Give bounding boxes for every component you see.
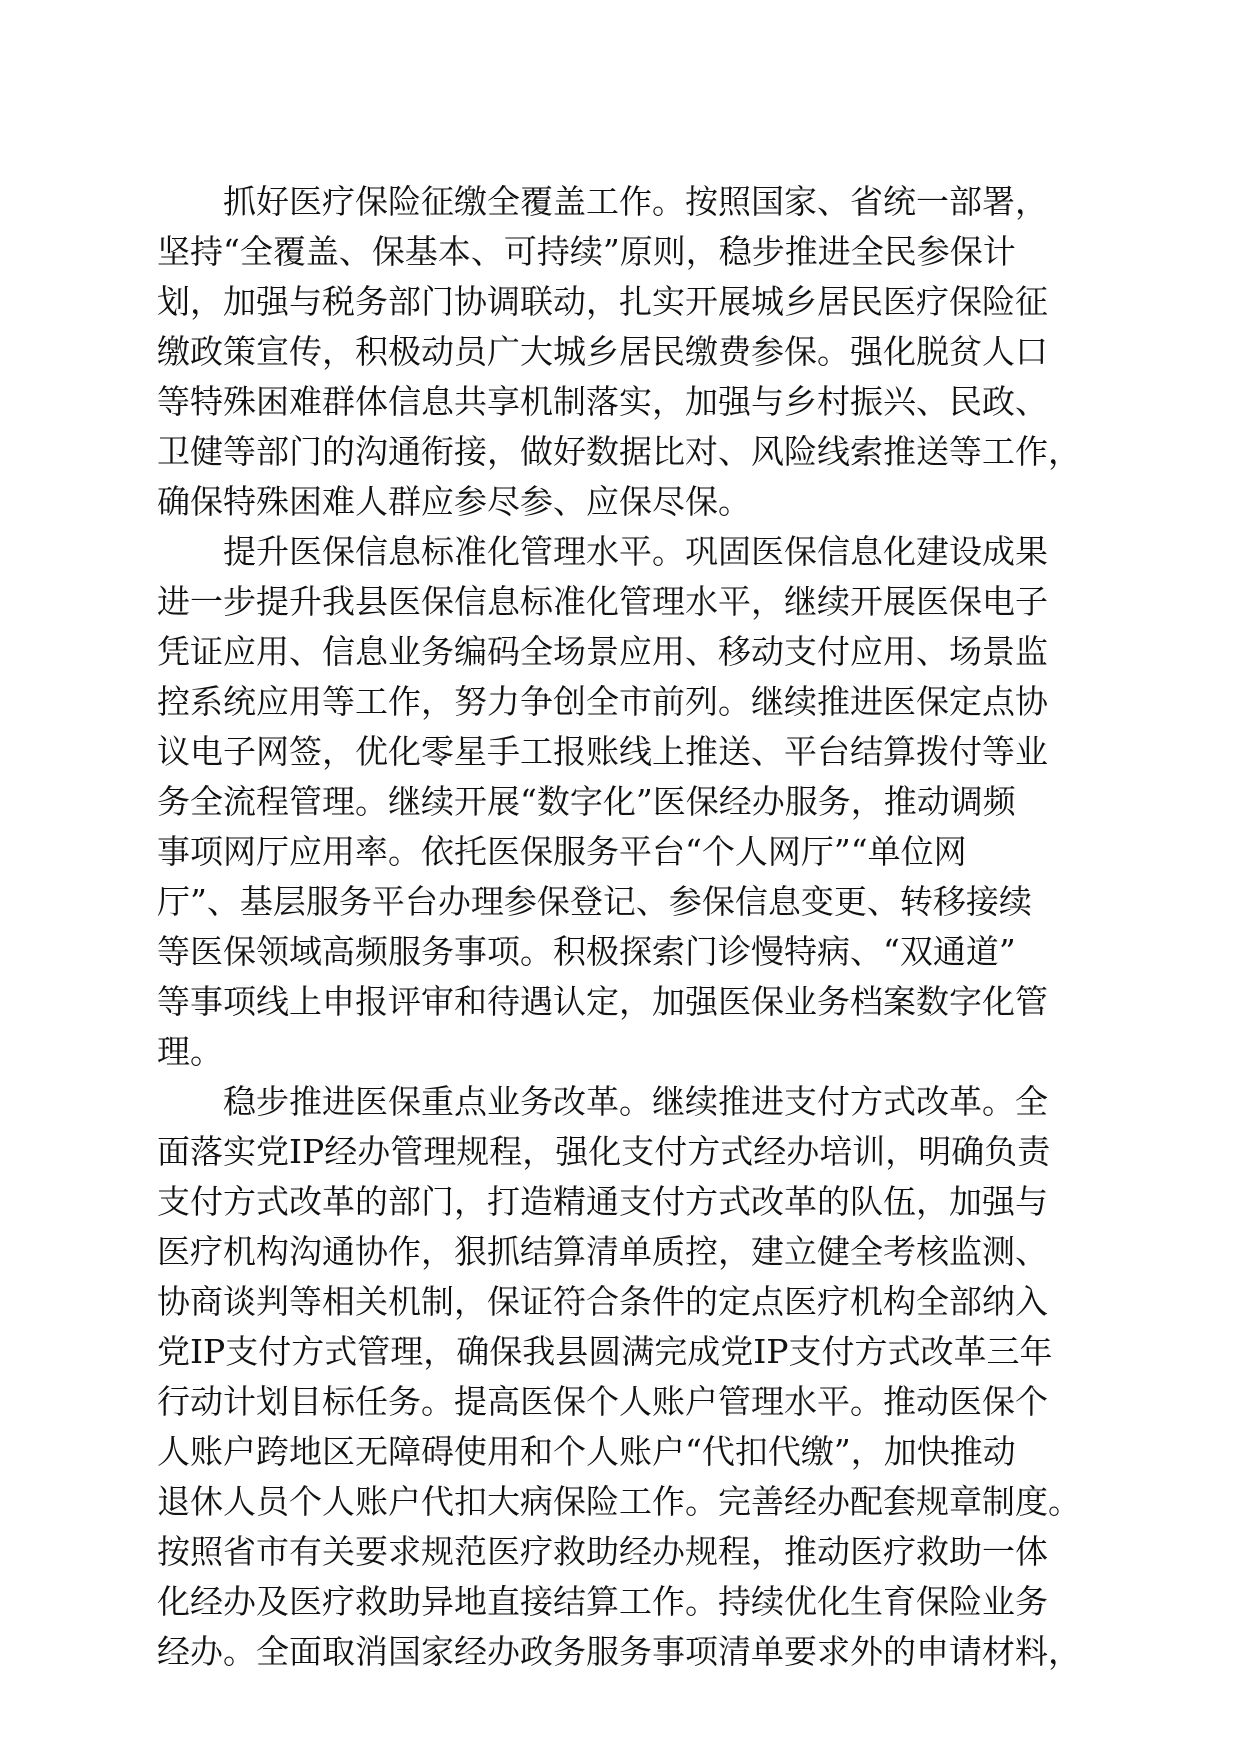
text-line: 支付方式改革的部门，打造精通支付方式改革的队伍，加强与 [157, 1182, 1048, 1221]
text-line: 退休人员个人账户代扣大病保险工作。完善经办配套规章制度。 [157, 1482, 1081, 1521]
text-line: 议电子网签，优化零星手工报账线上推送、平台结算拨付等业 [157, 732, 1048, 771]
text-line: 党IP支付方式管理，确保我县圆满完成党IP支付方式改革三年 [157, 1332, 1053, 1371]
text-line: 提升医保信息标准化管理水平。巩固医保信息化建设成果 [223, 532, 1048, 571]
text-line: 事项网厅应用率。依托医保服务平台“个人网厅”“单位网 [157, 832, 967, 871]
text-line: 人账户跨地区无障碍使用和个人账户“代扣代缴”，加快推动 [157, 1432, 1016, 1471]
text-line: 划，加强与税务部门协调联动，扎实开展城乡居民医疗保险征 [157, 282, 1048, 321]
text-line: 等事项线上申报评审和待遇认定，加强医保业务档案数字化管 [157, 982, 1048, 1021]
document-body [157, 177, 1097, 1677]
text-line: 控系统应用等工作，努力争创全市前列。继续推进医保定点协 [157, 682, 1048, 721]
text-line: 经办。全面取消国家经办政务服务事项清单要求外的申请材料， [157, 1632, 1081, 1671]
text-line: 按照省市有关要求规范医疗救助经办规程，推动医疗救助一体 [157, 1532, 1048, 1571]
text-line: 等特殊困难群体信息共享机制落实，加强与乡村振兴、民政、 [157, 382, 1048, 421]
text-line: 缴政策宣传，积极动员广大城乡居民缴费参保。强化脱贫人口 [157, 332, 1048, 371]
text-line: 稳步推进医保重点业务改革。继续推进支付方式改革。全 [223, 1082, 1048, 1121]
text-line: 协商谈判等相关机制，保证符合条件的定点医疗机构全部纳入 [157, 1282, 1048, 1321]
text-line: 确保特殊困难人群应参尽参、应保尽保。 [157, 482, 751, 521]
text-line: 抓好医疗保险征缴全覆盖工作。按照国家、省统一部署， [223, 182, 1048, 221]
paragraph-insurance-coverage [157, 177, 1097, 527]
text-line: 理。 [157, 1032, 223, 1071]
text-line: 行动计划目标任务。提高医保个人账户管理水平。推动医保个 [157, 1382, 1048, 1421]
text-line: 进一步提升我县医保信息标准化管理水平，继续开展医保电子 [157, 582, 1048, 621]
text-line: 务全流程管理。继续开展“数字化”医保经办服务，推动调频 [157, 782, 1016, 821]
text-line: 厅”、基层服务平台办理参保登记、参保信息变更、转移接续 [157, 882, 1032, 921]
text-line: 等医保领域高频服务事项。积极探索门诊慢特病、“双通道” [157, 932, 1016, 971]
text-line: 化经办及医疗救助异地直接结算工作。持续优化生育保险业务 [157, 1582, 1048, 1621]
text-line: 面落实党IP经办管理规程，强化支付方式经办培训，明确负责 [157, 1132, 1051, 1171]
text-line: 卫健等部门的沟通衔接，做好数据比对、风险线索推送等工作， [157, 432, 1081, 471]
text-line: 坚持“全覆盖、保基本、可持续”原则，稳步推进全民参保计 [157, 232, 1016, 271]
paragraph-key-reforms [157, 1077, 1097, 1677]
text-line: 凭证应用、信息业务编码全场景应用、移动支付应用、场景监 [157, 632, 1048, 671]
text-line: 医疗机构沟通协作，狠抓结算清单质控，建立健全考核监测、 [157, 1232, 1048, 1271]
paragraph-information-standardization [157, 527, 1097, 1077]
